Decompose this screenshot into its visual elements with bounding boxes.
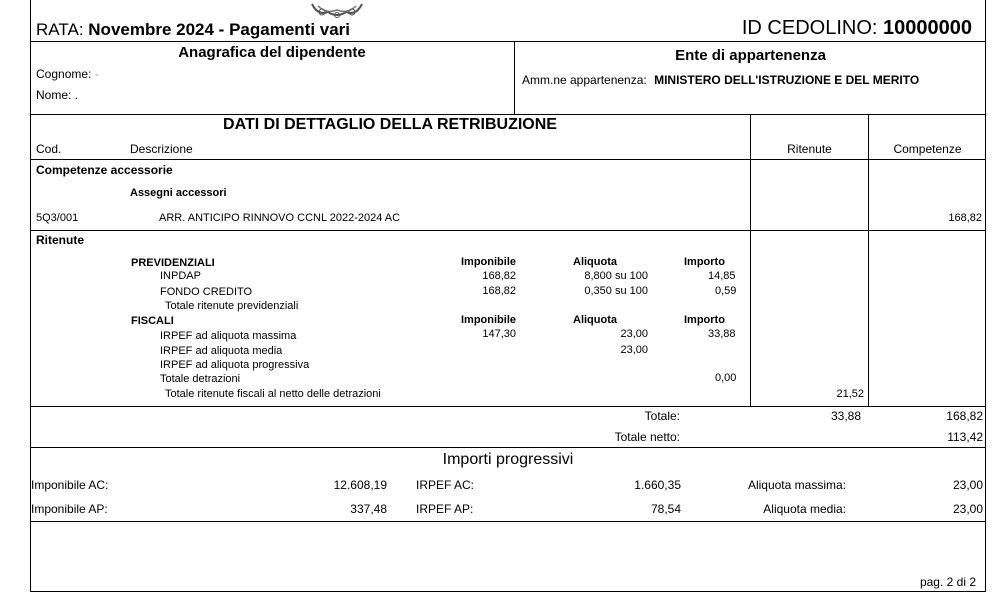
fondo-importo: 0,59 — [715, 285, 736, 297]
amm-label: Amm.ne appartenenza: — [522, 73, 647, 87]
aliq-max-value: 23,00 — [952, 478, 983, 492]
aliq-media-value: 23,00 — [952, 502, 983, 516]
prev-h-importo: Importo — [684, 256, 725, 268]
nome-label: Nome: — [36, 88, 72, 102]
aliq-media-label: Aliquota media: — [763, 502, 846, 516]
netto-label: Totale netto: — [614, 430, 680, 444]
col-ritenute: Ritenute — [787, 142, 832, 156]
fisc-title: FISCALI — [131, 315, 174, 327]
irpef-media-label: IRPEF ad aliquota media — [160, 345, 283, 357]
fisc-h-imponibile: Imponibile — [461, 314, 516, 326]
competenze-value: 168,82 — [948, 212, 982, 224]
inpdap-importo: 14,85 — [708, 270, 736, 282]
rata-label: RATA: — [36, 20, 84, 39]
totale-competenze: 168,82 — [946, 409, 983, 423]
tot-fisc-label: Totale ritenute fiscali al netto delle detrazioni — [165, 388, 381, 400]
irpef-media-aliquota: 23,00 — [620, 344, 648, 356]
fisc-h-importo: Importo — [684, 314, 725, 326]
amm-value: MINISTERO DELL'ISTRUZIONE E DEL MERITO — [654, 73, 920, 87]
fondo-label: FONDO CREDITO — [160, 286, 253, 298]
cognome-value: - — [94, 67, 99, 81]
imp-ac-label: Imponibile AC: — [31, 478, 109, 492]
irpef-prog-label: IRPEF ad aliquota progressiva — [160, 359, 310, 371]
irpef-max-label: IRPEF ad aliquota massima — [160, 330, 297, 342]
aliq-max-label: Aliquota massima: — [747, 478, 846, 492]
col-competenze: Competenze — [893, 142, 962, 156]
progressivi-title: Importi progressivi — [442, 451, 574, 468]
imp-ap-value: 337,48 — [350, 502, 387, 516]
page-number: pag. 2 di 2 — [919, 575, 976, 589]
fondo-imponibile: 168,82 — [482, 285, 516, 297]
nome-row — [36, 88, 78, 102]
irpef-ac-label: IRPEF AC: — [416, 478, 475, 492]
imp-ap-label: Imponibile AP: — [31, 502, 108, 516]
irpef-max-importo: 33,88 — [708, 328, 736, 340]
prev-h-imponibile: Imponibile — [461, 256, 516, 268]
anagrafica-title: Anagrafica del dipendente — [178, 44, 366, 61]
ritenute-section: Ritenute — [36, 233, 84, 247]
tot-detr-importo: 0,00 — [715, 372, 736, 384]
tot-detr-label: Totale detrazioni — [160, 373, 241, 385]
id-cedolino — [742, 17, 972, 40]
inpdap-imponibile: 168,82 — [482, 270, 516, 282]
amm-row — [522, 73, 919, 87]
fisc-h-aliquota: Aliquota — [573, 314, 617, 326]
tot-fisc-ritenute: 21,52 — [836, 388, 864, 400]
irpef-ac-value: 1.660,35 — [634, 478, 681, 492]
irpef-max-aliquota: 23,00 — [620, 328, 648, 340]
rata-value: Novembre 2024 - Pagamenti vari — [88, 20, 351, 39]
prev-title: PREVIDENZIALI — [131, 257, 215, 269]
id-cedolino-value: 10000000 — [883, 17, 972, 39]
id-cedolino-label: ID CEDOLINO: — [741, 17, 878, 39]
tot-prev-label: Totale ritenute previdenziali — [165, 300, 299, 312]
competenze-section: Competenze accessorie — [36, 163, 173, 177]
prev-h-aliquota: Aliquota — [573, 256, 617, 268]
dettaglio-title: DATI DI DETTAGLIO DELLA RETRIBUZIONE — [223, 116, 557, 133]
imp-ac-value: 12.608,19 — [333, 478, 387, 492]
fondo-aliquota: 0,350 su 100 — [584, 285, 648, 297]
totale-ritenute: 33,88 — [830, 409, 861, 423]
irpef-ap-value: 78,54 — [650, 502, 681, 516]
irpef-ap-label: IRPEF AP: — [416, 502, 474, 516]
col-descrizione: Descrizione — [130, 142, 193, 156]
ente-title: Ente di appartenenza — [675, 47, 826, 64]
col-cod: Cod. — [36, 142, 62, 156]
inpdap-label: INPDAP — [160, 270, 201, 282]
irpef-max-imponibile: 147,30 — [482, 328, 516, 340]
rata-header — [36, 20, 350, 40]
cognome-label: Cognome: — [36, 67, 92, 81]
assegni-subsection: Assegni accessori — [130, 187, 227, 199]
competenze-code: 5Q3/001 — [36, 212, 79, 224]
totale-label: Totale: — [644, 409, 680, 423]
nome-value: . — [74, 88, 79, 102]
inpdap-aliquota: 8,800 su 100 — [584, 270, 648, 282]
cognome-row — [36, 67, 99, 81]
competenze-descr: ARR. ANTICIPO RINNOVO CCNL 2022-2024 AC — [159, 212, 401, 224]
netto-value: 113,42 — [947, 430, 983, 444]
